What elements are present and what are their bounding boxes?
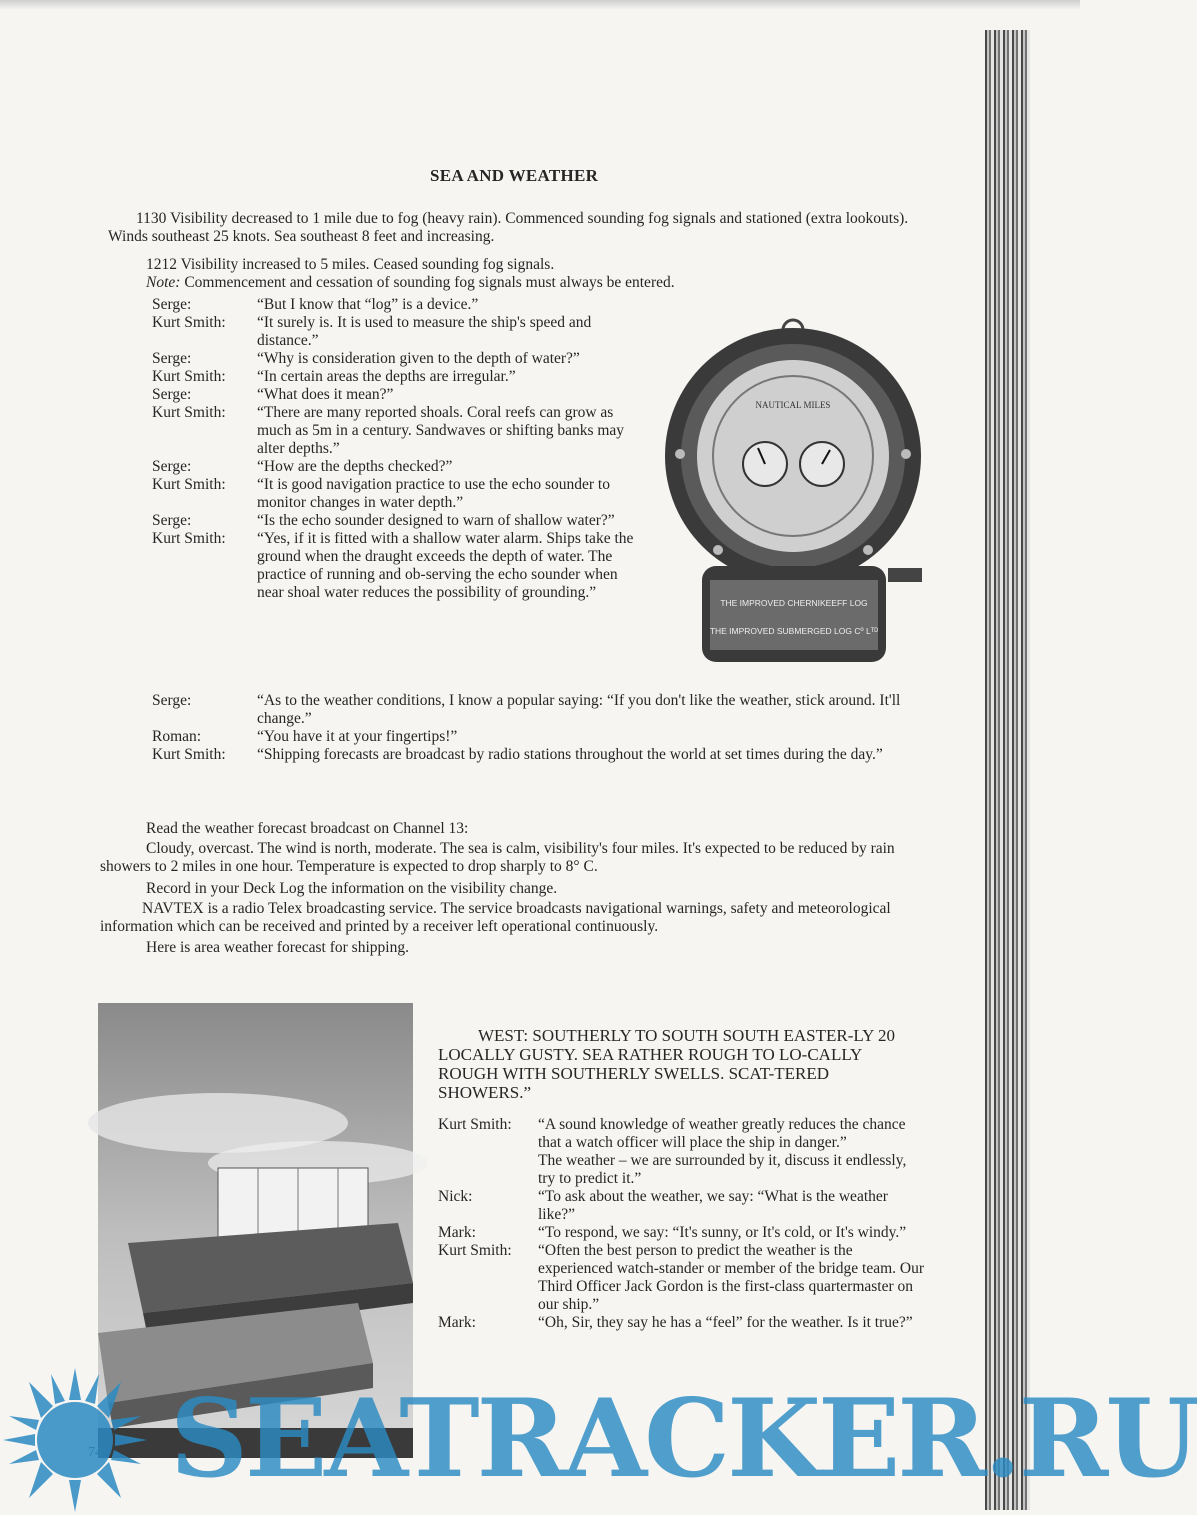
dialogue-line — [438, 1224, 926, 1242]
speaker-name: Nick: — [438, 1188, 473, 1205]
dialogue-line — [152, 458, 638, 476]
speaker-name: Serge: — [152, 512, 192, 529]
dialogue-line — [438, 1314, 926, 1332]
dialogue-line — [152, 476, 638, 512]
dialogue-line — [152, 512, 638, 530]
broadcast-forecast-paragraph: Cloudy, overcast. The wind is north, moderate. The sea is calm, visibility's four miles. It's expected to be reduced by rain showers to 2 miles in one hour. Temperature is expected to drop sharply to 8° C. — [100, 840, 895, 875]
speaker-name: Kurt Smith: — [152, 314, 226, 331]
dialogue-line — [152, 728, 932, 746]
note-text: Commencement and cessation of sounding fog signals must always be entered. — [180, 274, 675, 291]
dialogue-text: “Why is consideration given to the depth of water?” — [257, 350, 580, 367]
shipping-forecast-text: WEST: SOUTHERLY TO SOUTH SOUTH EASTER-LY 20 LOCALLY GUSTY. SEA RATHER ROUGH TO LO-CALLY ROUGH WITH SOUTHERLY SWELLS. SCAT-TERED SHOWERS.” — [438, 1026, 895, 1102]
dialogue-line — [438, 1116, 926, 1152]
speaker-name: Kurt Smith: — [152, 476, 226, 493]
dialogue-text: “Oh, Sir, they say he has a “feel” for the weather. Is it true?” — [538, 1314, 913, 1331]
dialogue-text: “To respond, we say: “It's sunny, or It's cold, or It's windy.” — [538, 1224, 907, 1241]
dialogue-text: “Often the best person to predict the weather is the experienced watch-stander or member of the bridge team. Our Third Officer Jack Gordon is the first-class quartermaster on our ship.” — [538, 1242, 925, 1313]
dialogue-line — [152, 404, 638, 458]
speaker-name: Serge: — [152, 350, 192, 367]
speaker-name: Mark: — [438, 1314, 476, 1331]
dialogue-text: “Yes, if it is fitted with a shallow water alarm. Ships take the ground when the draught exceeds the depth of water. The practice of running and ob-serving the echo sounder when near shoal water reduces the possibility of grounding.” — [257, 530, 634, 601]
speaker-name: Mark: — [438, 1224, 476, 1241]
chernikeeff-log-illustration — [660, 316, 926, 672]
scan-top-edge — [0, 0, 1080, 10]
speaker-name: Roman: — [152, 728, 202, 745]
dialogue-line — [152, 746, 932, 764]
dialogue-line — [152, 692, 932, 728]
note-label: Note: — [146, 274, 181, 291]
sun-logo-icon — [3, 1368, 147, 1512]
dialogue-text: “To ask about the weather, we say: “What is the weather like?” — [538, 1188, 888, 1223]
watermark-text: SEATRACKER.RU — [170, 1376, 1197, 1502]
dialogue-text: “You have it at your fingertips!” — [257, 728, 458, 745]
broadcast-intro: Read the weather forecast broadcast on Channel 13: — [146, 820, 469, 837]
dial-label: NAUTICAL MILES — [755, 400, 831, 410]
speaker-name: Serge: — [152, 458, 192, 475]
dialogue-block-1 — [152, 296, 638, 602]
speaker-name: Serge: — [152, 296, 192, 313]
speaker-name: Kurt Smith: — [152, 404, 226, 421]
page-title: SEA AND WEATHER — [430, 166, 599, 185]
note-paragraph — [146, 274, 926, 292]
dialogue-text: “How are the depths checked?” — [257, 458, 453, 475]
dialogue-line — [152, 314, 638, 350]
dialogue-text: “It is good navigation practice to use the echo sounder to monitor changes in water depth.” — [257, 476, 610, 511]
speaker-name: Kurt Smith: — [152, 368, 226, 385]
speaker-name: Serge: — [152, 386, 192, 403]
speaker-name: Kurt Smith: — [438, 1242, 512, 1259]
navtex-paragraph: NAVTEX is a radio Telex broadcasting service. The service broadcasts navigational warnings, safety and meteorological information which can be received and printed by a receiver left operational continuously. — [100, 900, 891, 935]
dialogue-text: “As to the weather conditions, I know a popular saying: “If you don't like the weather, stick around. It'll change.” — [257, 692, 901, 727]
dialogue-line — [152, 296, 638, 314]
dialogue-text: The weather – we are surrounded by it, discuss it endlessly, try to predict it.” — [538, 1152, 907, 1187]
intro-paragraph: 1130 Visibility decreased to 1 mile due to fog (heavy rain). Commenced sounding fog signals and stationed (extra lookouts). Winds southeast 25 knots. Sea southeast 8 feet and increasing. — [108, 210, 909, 245]
dialogue-text: “What does it mean?” — [257, 386, 394, 403]
book-binding-edge — [985, 30, 1030, 1510]
speaker-name — [438, 1152, 538, 1188]
dialogue-block-2 — [438, 1116, 926, 1332]
dialogue-line — [152, 386, 638, 404]
speaker-name: Kurt Smith: — [438, 1116, 512, 1133]
dialogue-text: “In certain areas the depths are irregular.” — [257, 368, 516, 385]
plate-line-1: THE IMPROVED CHERNIKEEFF LOG — [720, 598, 868, 608]
area-forecast-intro: Here is area weather forecast for shipping. — [146, 939, 409, 956]
dialogue-line — [438, 1152, 926, 1188]
dialogue-line — [152, 368, 638, 386]
dialogue-block-1b — [152, 692, 932, 764]
plate-line-2: THE IMPROVED SUBMERGED LOG Cº Lᵀᴰ — [709, 626, 879, 636]
speaker-name: Kurt Smith: — [152, 530, 226, 547]
speaker-name: Serge: — [152, 692, 192, 709]
dialogue-text: “A sound knowledge of weather greatly reduces the chance that a watch officer will place the ship in danger.” — [538, 1116, 906, 1151]
dialogue-text: “But I know that “log” is a device.” — [257, 296, 479, 313]
dialogue-text: “Is the echo sounder designed to warn of shallow water?” — [257, 512, 615, 529]
dialogue-text: “It surely is. It is used to measure the ship's speed and distance.” — [257, 314, 592, 349]
dialogue-text: “There are many reported shoals. Coral reefs can grow as much as 5m in a century. Sandwaves or shifting banks may alter depths.” — [257, 404, 625, 457]
dialogue-line — [152, 350, 638, 368]
dialogue-line — [438, 1188, 926, 1224]
dialogue-text: “Shipping forecasts are broadcast by radio stations throughout the world at set times during the day.” — [257, 746, 883, 763]
dialogue-line — [438, 1242, 926, 1314]
speaker-name: Kurt Smith: — [152, 746, 226, 763]
deck-log-instruction: Record in your Deck Log the information on the visibility change. — [146, 880, 558, 897]
dialogue-line — [152, 530, 638, 602]
intro-paragraph-2: 1212 Visibility increased to 5 miles. Ceased sounding fog signals. — [146, 256, 555, 273]
